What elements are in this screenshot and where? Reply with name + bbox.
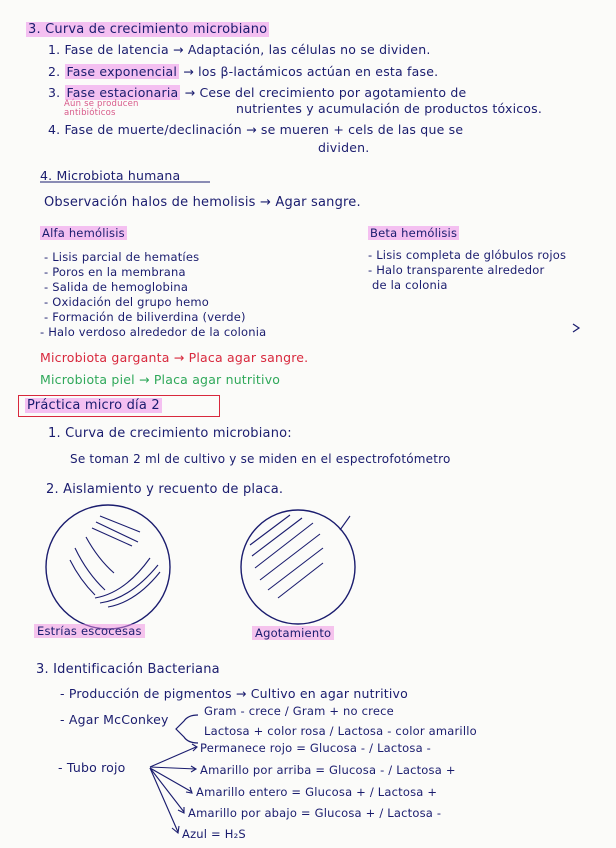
pigment-production: - Producción de pigmentos → Cultivo en agar nutritivo bbox=[60, 686, 408, 701]
mcconkey-branch-gram: Gram - crece / Gram + no crece bbox=[204, 704, 394, 718]
red-tube-label: - Tubo rojo bbox=[58, 760, 126, 775]
practice-item-1: 1. Curva de crecimiento microbiano: bbox=[48, 426, 292, 441]
practice-title: Práctica micro día 2 bbox=[27, 398, 160, 413]
growth-phase-item-1: 1. Fase de latencia → Adaptación, las células no se dividen. bbox=[48, 42, 431, 57]
hemolysis-observation: Observación halos de hemolisis → Agar sangre. bbox=[44, 195, 361, 210]
tube-branch-3: Amarillo entero = Glucosa + / Lactosa + bbox=[196, 785, 438, 799]
beta-hemolysis-title: Beta hemólisis bbox=[370, 226, 458, 240]
alpha-item-2: - Poros en la membrana bbox=[44, 265, 186, 279]
alpha-item-5: - Formación de biliverdina (verde) bbox=[44, 310, 246, 324]
tube-branch-2: Amarillo por arriba = Glucosa - / Lactosa + bbox=[200, 763, 456, 777]
growth-phase-item-3-cont: nutrientes y acumulación de productos tóxicos. bbox=[236, 101, 543, 116]
alpha-item-4: - Oxidación del grupo hemo bbox=[44, 295, 210, 309]
alpha-item-6: - Halo verdoso alrededor de la colonia bbox=[40, 325, 267, 339]
growth-phase-item-2: 2. Fase exponencial → los β-lactámicos actúan en esta fase. bbox=[48, 64, 439, 79]
plate-label-depletion: Agotamiento bbox=[252, 626, 334, 640]
practice-item-1-detail: Se toman 2 ml de cultivo y se miden en el espectrofotómetro bbox=[70, 452, 451, 466]
growth-phase-item-3: 3. Fase estacionaria → Cese del crecimiento por agotamiento de bbox=[48, 85, 467, 100]
beta-item-1: - Lisis completa de glóbulos rojos bbox=[368, 248, 567, 262]
beta-item-3: de la colonia bbox=[372, 278, 448, 292]
growth-phase-note-line-1: Aún se producen bbox=[64, 99, 139, 109]
mcconkey-label: - Agar McConkey bbox=[60, 712, 169, 727]
margin-arrow-icon bbox=[573, 324, 579, 332]
growth-phase-item-4-cont: dividen. bbox=[318, 140, 370, 155]
petri-plate-depletion-icon bbox=[241, 510, 355, 624]
section-title-growth-curve: 3. Curva de crecimiento microbiano bbox=[28, 22, 268, 37]
alpha-item-3: - Salida de hemoglobina bbox=[44, 280, 189, 294]
tube-branch-4: Amarillo por abajo = Glucosa + / Lactosa - bbox=[188, 806, 442, 820]
practice-title-box bbox=[18, 395, 220, 417]
growth-phase-note-line-2: antibióticos bbox=[64, 108, 116, 118]
plate-label-streaks: Estrías escocesas bbox=[34, 624, 145, 638]
petri-plate-streak-icon bbox=[46, 505, 170, 629]
brace-mcconkey bbox=[176, 715, 198, 743]
tube-branch-5: Azul = H₂S bbox=[182, 827, 246, 841]
alpha-hemolysis-title: Alfa hemólisis bbox=[42, 226, 125, 240]
note-throat-microbiota: Microbiota garganta → Placa agar sangre. bbox=[40, 350, 309, 365]
beta-item-2: - Halo transparente alrededor bbox=[368, 263, 545, 277]
alpha-item-1: - Lisis parcial de hematíes bbox=[44, 250, 200, 264]
tube-branch-1: Permanece rojo = Glucosa - / Lactosa - bbox=[200, 741, 432, 755]
note-skin-microbiota: Microbiota piel → Placa agar nutritivo bbox=[40, 372, 281, 387]
practice-item-2: 2. Aislamiento y recuento de placa. bbox=[46, 482, 284, 497]
practice-item-3: 3. Identificación Bacteriana bbox=[36, 662, 220, 677]
growth-phase-item-4: 4. Fase de muerte/declinación → se mueren + cels de las que se bbox=[48, 122, 464, 137]
section-title-microbiota: 4. Microbiota humana bbox=[40, 168, 181, 183]
mcconkey-branch-lactose: Lactosa + color rosa / Lactosa - color amarillo bbox=[204, 724, 477, 738]
